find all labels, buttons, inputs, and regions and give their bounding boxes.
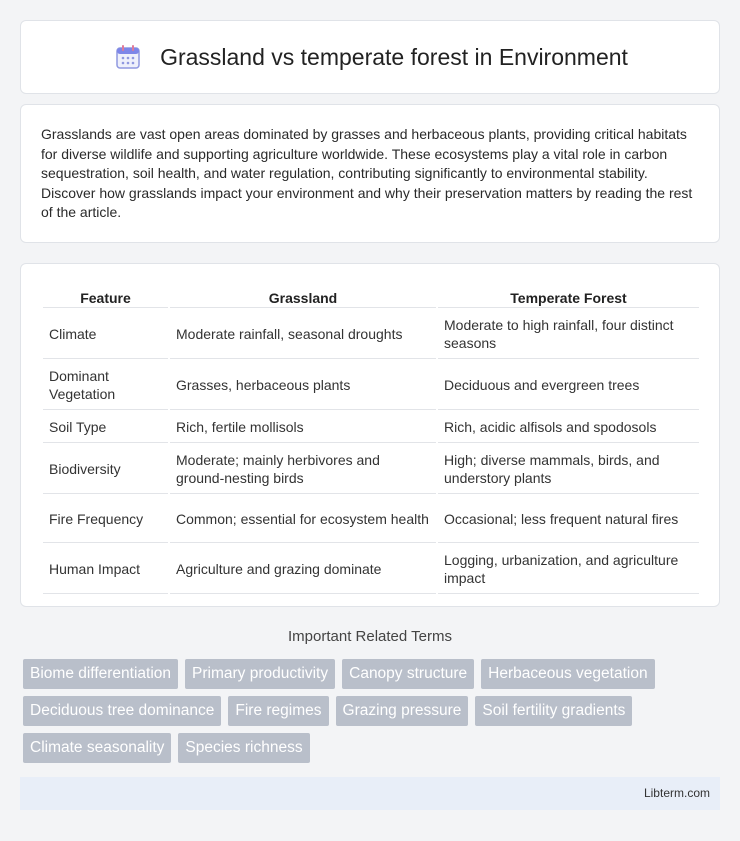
table-row bbox=[43, 412, 699, 443]
intro-paragraph: Grasslands are vast open areas dominated by grasses and herbaceous plants, providing critical habitats for diverse wildlife and supporting agriculture worldwide. These ecosystems play a vital role in carbon sequestration, soil health, and water regulation, contributing significantly to environmental stability. Discover how grasslands impact your environment and why their preservation matters by reading the rest of the article. bbox=[41, 126, 693, 221]
related-terms-tags bbox=[23, 659, 723, 770]
intro-card bbox=[20, 104, 720, 243]
tag-primary-productivity[interactable]: Primary productivity bbox=[185, 659, 335, 689]
related-terms-title: Important Related Terms bbox=[288, 628, 452, 645]
cell-temperate-forest: Rich, acidic alfisols and spodosols bbox=[438, 412, 699, 443]
calendar-icon bbox=[112, 41, 144, 73]
cell-temperate-forest: High; diverse mammals, birds, and understory plants bbox=[438, 445, 699, 494]
cell-grassland: Agriculture and grazing dominate bbox=[170, 545, 436, 594]
cell-temperate-forest: Deciduous and evergreen trees bbox=[438, 361, 699, 410]
cell-temperate-forest: Moderate to high rainfall, four distinct seasons bbox=[438, 310, 699, 359]
cell-feature: Dominant Vegetation bbox=[43, 361, 168, 410]
cell-grassland: Grasses, herbaceous plants bbox=[170, 361, 436, 410]
cell-temperate-forest: Logging, urbanization, and agriculture impact bbox=[438, 545, 699, 594]
tag-deciduous-tree-dominance[interactable]: Deciduous tree dominance bbox=[23, 696, 221, 726]
table-row bbox=[43, 545, 699, 594]
cell-feature: Soil Type bbox=[43, 412, 168, 443]
tag-canopy-structure[interactable]: Canopy structure bbox=[342, 659, 474, 689]
page-title: Grassland vs temperate forest in Environment bbox=[160, 43, 628, 70]
table-row bbox=[43, 496, 699, 543]
footer bbox=[20, 777, 720, 810]
table-header-row bbox=[43, 286, 699, 308]
cell-feature: Climate bbox=[43, 310, 168, 359]
table-row bbox=[43, 310, 699, 359]
tag-herbaceous-vegetation[interactable]: Herbaceous vegetation bbox=[481, 659, 654, 689]
column-header-grassland: Grassland bbox=[170, 286, 436, 308]
tag-biome-differentiation[interactable]: Biome differentiation bbox=[23, 659, 178, 689]
cell-grassland: Rich, fertile mollisols bbox=[170, 412, 436, 443]
cell-grassland: Moderate rainfall, seasonal droughts bbox=[170, 310, 436, 359]
comparison-table bbox=[41, 284, 701, 596]
cell-grassland: Moderate; mainly herbivores and ground-nesting birds bbox=[170, 445, 436, 494]
comparison-table-card bbox=[20, 263, 720, 607]
cell-temperate-forest: Occasional; less frequent natural fires bbox=[438, 496, 699, 543]
cell-feature: Human Impact bbox=[43, 545, 168, 594]
column-header-feature: Feature bbox=[43, 286, 168, 308]
title-card bbox=[20, 20, 720, 94]
footer-site-link[interactable]: Libterm.com bbox=[643, 786, 710, 800]
table-row bbox=[43, 445, 699, 494]
tag-climate-seasonality[interactable]: Climate seasonality bbox=[23, 733, 171, 763]
cell-feature: Biodiversity bbox=[43, 445, 168, 494]
tag-grazing-pressure[interactable]: Grazing pressure bbox=[336, 696, 469, 726]
cell-grassland: Common; essential for ecosystem health bbox=[170, 496, 436, 543]
tag-species-richness[interactable]: Species richness bbox=[178, 733, 309, 763]
column-header-temperate-forest: Temperate Forest bbox=[438, 286, 699, 308]
tag-fire-regimes[interactable]: Fire regimes bbox=[228, 696, 328, 726]
tag-soil-fertility-gradients[interactable]: Soil fertility gradients bbox=[475, 696, 632, 726]
table-row bbox=[43, 361, 699, 410]
cell-feature: Fire Frequency bbox=[43, 496, 168, 543]
